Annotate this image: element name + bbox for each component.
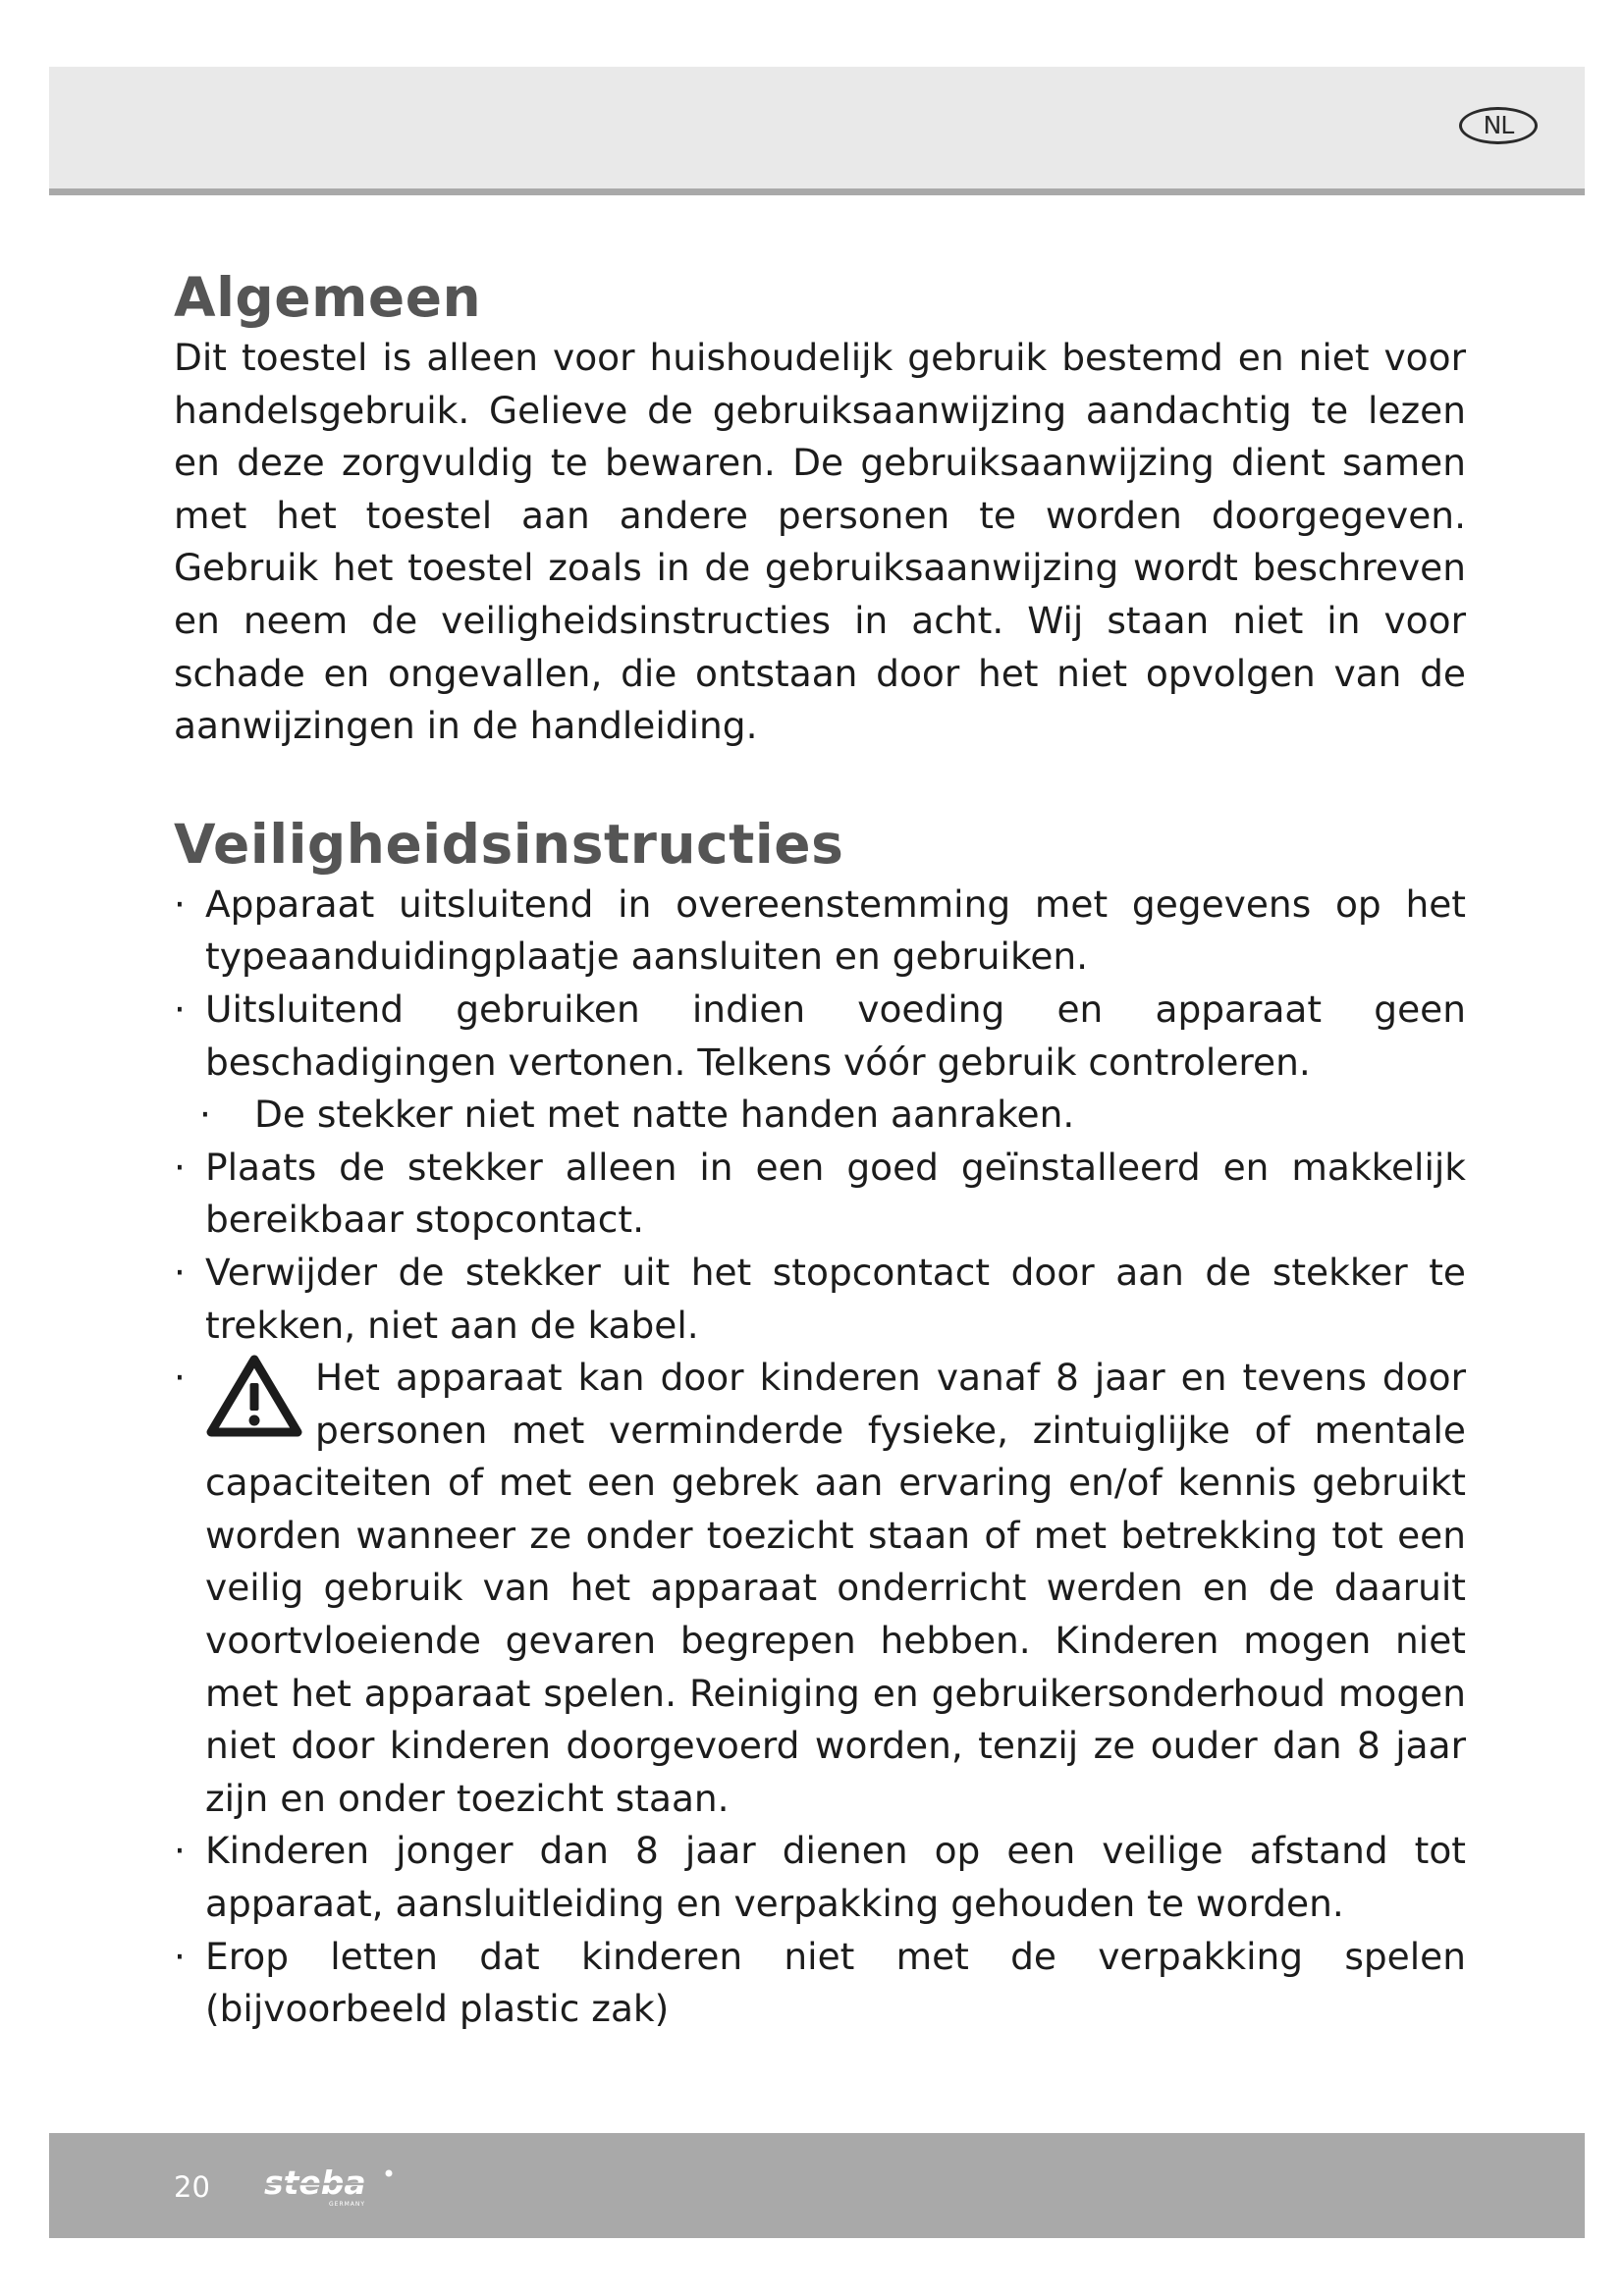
list-item-text: Uitsluitend gebruiken indien voeding en apparaat geen beschadigingen vertonen. Telkens vóór gebruik controleren. [205,987,1466,1084]
page-content [174,263,1466,2036]
list-item [174,984,1466,1089]
list-item-text: Plaats de stekker alleen in een goed geïnstalleerd en makkelijk bereikbaar stopcontact. [205,1145,1466,1242]
list-item [174,1089,1466,1142]
list-item [174,879,1466,984]
section-title-safety: Veiligheidsinstructies [174,812,844,876]
page-number: 20 [174,2170,210,2204]
list-item [174,1142,1466,1247]
list-item-text: De stekker niet met natte handen aanraken. [254,1093,1075,1137]
general-paragraph: Dit toestel is alleen voor huishoudelijk gebruik bestemd en niet voor handelsgebruik. Gelieve de gebruiksaanwijzing aandachtig te lezen en deze zorgvuldig te bewaren. De gebruiksaanwijzing dient samen met het toestel aan andere personen te worden doorgegeven. Gebruik het toestel zoals in de gebruiksaanwijzing wordt beschreven en neem de veiligheidsinstructies in acht. Wij staan niet in voor schade en ongevallen, die ontstaan door het niet opvolgen van de aanwijzingen in de handleiding. [174,336,1466,748]
list-item-text: Apparaat uitsluitend in overeenstemming met gegevens op het typeaanduidingplaatje aansluiten en gebruiken. [205,881,1466,979]
bullet: · [174,987,186,1031]
bullet: · [174,1356,186,1400]
bullet: · [174,1145,186,1189]
brand-subline: GERMANY [329,2201,366,2208]
language-badge: NL [1459,107,1538,144]
list-item [174,1931,1466,2036]
bullet: · [174,1934,186,1978]
list-item-text: Erop letten dat kinderen niet met de verpakking spelen (bijvoorbeeld plastic zak) [205,1934,1466,2031]
list-item-text: Kinderen jonger dan 8 jaar dienen op een veilige afstand tot apparaat, aansluitleiding en verpakking gehouden te worden. [205,1829,1466,1926]
page-footer [49,2133,1585,2238]
list-item [174,1825,1466,1930]
list-item [174,1247,1466,1352]
list-item-text: Verwijder de stekker uit het stopcontact door aan de stekker te trekken, niet aan de kabel. [205,1250,1466,1347]
page-header [49,67,1585,195]
warning-triangle-icon [205,1354,303,1438]
steba-logo [260,2163,427,2212]
safety-list [174,879,1466,2036]
bullet: · [174,1829,186,1873]
section-title-general: Algemeen [174,266,482,329]
list-item-warning [174,1352,1466,1825]
brand-wordmark: steba [264,2163,366,2202]
bullet: · [199,1093,211,1137]
bullet: · [174,1250,186,1294]
bullet: · [174,881,186,926]
list-item-text: Het apparaat kan door kinderen vanaf 8 jaar en tevens door personen met verminderde fysieke, zintuiglijke of mentale capaciteiten of met een gebrek aan ervaring en/of kennis gebruikt worden wanneer ze onder toezicht staan of met betrekking tot een veilig gebruik van het apparaat onderricht werden en de daaruit voortvloeiende gevaren begrepen hebben. Kinderen mogen niet met het apparaat spelen. Reiniging en gebruikersonderhoud mogen niet door kinderen doorgevoerd worden, tenzij ze ouder dan 8 jaar zijn en onder toezicht staan. [205,1356,1466,1820]
